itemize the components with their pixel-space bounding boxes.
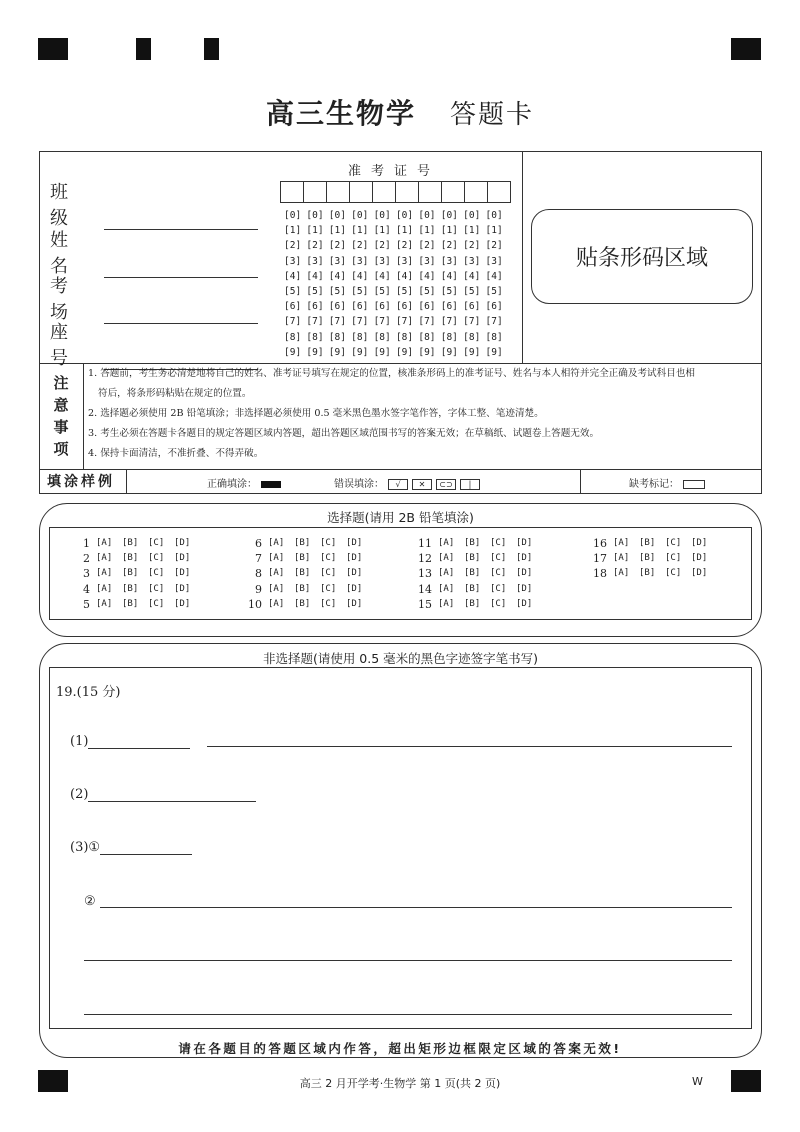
mc-question-number: 13 xyxy=(418,567,432,581)
check-mark-icon: √ xyxy=(388,479,408,490)
mc-option-bubble[interactable]: [B] xyxy=(639,538,656,548)
mc-option-bubble[interactable]: [C] xyxy=(320,598,337,609)
mc-option-bubble[interactable]: [C] xyxy=(490,598,507,609)
mc-question-row xyxy=(72,582,200,597)
warning-text: 请在各题目的答题区域内作答，超出矩形边框限定区域的答案无效! xyxy=(178,1041,622,1056)
digit-bubble[interactable]: [6] xyxy=(284,301,302,313)
mc-option-bubble[interactable]: [B] xyxy=(294,553,311,564)
digit-bubble[interactable]: [4] xyxy=(463,270,481,282)
exam-room-field[interactable]: 考 场 xyxy=(50,272,258,324)
mc-option-bubble[interactable]: [A] xyxy=(438,568,455,579)
mc-question-number: 1 xyxy=(83,537,90,550)
mc-question-number: 18 xyxy=(593,567,607,581)
digit-bubble[interactable]: [6] xyxy=(418,301,436,313)
absent-box[interactable] xyxy=(683,480,705,489)
answer-line[interactable] xyxy=(84,1014,732,1015)
id-box[interactable] xyxy=(303,181,327,203)
mc-question-row xyxy=(414,582,542,597)
digit-bubble[interactable]: [9] xyxy=(463,346,481,358)
mc-question-row xyxy=(414,566,542,581)
digit-row xyxy=(284,284,508,299)
digit-bubble[interactable]: [9] xyxy=(395,346,414,358)
digit-bubble[interactable]: [8] xyxy=(485,331,503,343)
digit-bubble[interactable]: [6] xyxy=(440,301,458,313)
digit-bubble[interactable]: [6] xyxy=(485,301,503,313)
digit-bubble[interactable]: [3] xyxy=(485,255,503,267)
digit-bubble[interactable]: [7] xyxy=(463,316,481,328)
alignment-mark xyxy=(38,38,68,60)
mc-option-bubble[interactable]: [A] xyxy=(438,553,455,564)
digit-bubble[interactable]: [4] xyxy=(418,270,436,282)
digit-bubble[interactable]: [1] xyxy=(440,225,458,237)
mc-option-bubble[interactable]: [C] xyxy=(320,568,337,579)
mc-option-bubble[interactable]: [C] xyxy=(320,553,337,564)
nonmc-title: 非选择题(请使用 0.5 毫米的黑色字迹签字笔书写) xyxy=(262,651,539,666)
digit-bubble[interactable]: [2] xyxy=(463,240,481,252)
digit-bubble[interactable]: [0] xyxy=(284,210,302,221)
digit-bubble[interactable]: [5] xyxy=(328,286,346,298)
page-title xyxy=(0,92,800,132)
mc-question-row xyxy=(414,597,542,612)
mc-question-number: 9 xyxy=(255,582,262,596)
mc-option-bubble[interactable]: [C] xyxy=(665,538,682,548)
exam-id-bubble-grid[interactable] xyxy=(284,208,508,360)
mc-option-bubble[interactable]: [C] xyxy=(148,583,165,594)
page-footer: 高三 2 月开学考·生物学 第 1 页(共 2 页) xyxy=(299,1077,501,1090)
mc-option-bubble[interactable]: [D] xyxy=(346,553,363,564)
digit-bubble[interactable]: [6] xyxy=(306,301,324,313)
mc-question-row xyxy=(589,551,717,566)
mc-option-bubble[interactable]: [D] xyxy=(174,583,191,594)
digit-bubble[interactable]: [9] xyxy=(284,346,302,358)
digit-bubble[interactable]: [6] xyxy=(373,301,391,313)
digit-bubble[interactable]: [7] xyxy=(306,316,324,328)
mc-option-bubble[interactable]: [B] xyxy=(639,568,656,579)
q19-part3[interactable]: (3)① xyxy=(70,840,192,855)
notes-list xyxy=(88,364,756,464)
mc-option-bubble[interactable]: [A] xyxy=(268,583,285,594)
digit-row xyxy=(284,238,508,253)
digit-bubble[interactable]: [2] xyxy=(284,240,302,252)
digit-bubble[interactable]: [7] xyxy=(328,316,346,328)
mc-option-bubble[interactable]: [B] xyxy=(294,568,311,579)
mc-option-bubble[interactable]: [C] xyxy=(148,598,165,609)
mc-option-bubble[interactable]: [A] xyxy=(96,553,113,564)
q19-part2[interactable]: (2) xyxy=(70,787,256,802)
digit-bubble[interactable]: [9] xyxy=(306,346,324,358)
mc-option-bubble[interactable]: [B] xyxy=(122,538,139,548)
mc-option-bubble[interactable]: [B] xyxy=(464,568,481,579)
digit-bubble[interactable]: [4] xyxy=(351,270,369,282)
digit-bubble[interactable]: [1] xyxy=(373,225,391,237)
class-field[interactable]: 班 级 xyxy=(50,178,258,230)
digit-bubble[interactable]: [8] xyxy=(418,331,436,343)
mc-option-bubble[interactable]: [C] xyxy=(148,568,165,579)
mc-option-bubble[interactable]: [C] xyxy=(490,538,507,548)
mc-question-number: 3 xyxy=(83,567,90,581)
mc-option-bubble[interactable]: [D] xyxy=(516,583,533,594)
digit-bubble[interactable]: [5] xyxy=(395,286,414,298)
mc-option-bubble[interactable]: [A] xyxy=(438,598,455,609)
name-field[interactable]: 姓 名 xyxy=(50,226,258,278)
note-item: 2. 选择题必须使用 2B 铅笔填涂；非选择题必须使用 0.5 毫米黑色墨水签字笔作答，字体工整、笔迹清楚。 xyxy=(88,408,544,419)
seat-field[interactable]: 座 号 xyxy=(50,318,258,370)
digit-bubble[interactable]: [4] xyxy=(306,270,324,282)
digit-bubble[interactable]: [3] xyxy=(328,255,346,267)
digit-bubble[interactable]: [2] xyxy=(328,240,346,252)
mc-question-row xyxy=(414,536,542,551)
exam-id-boxes[interactable] xyxy=(280,181,510,203)
mc-option-bubble[interactable]: [B] xyxy=(122,553,139,564)
q19-part1[interactable]: (1) xyxy=(70,734,190,749)
digit-bubble[interactable]: [3] xyxy=(463,255,481,267)
digit-bubble[interactable]: [1] xyxy=(284,225,302,237)
digit-row xyxy=(284,299,508,314)
mc-question-number: 14 xyxy=(418,582,432,596)
line-mark-icon: | xyxy=(460,479,480,490)
digit-bubble[interactable]: [9] xyxy=(440,346,458,358)
absent-mark[interactable]: 缺考标记： xyxy=(629,475,705,490)
filled-mark-icon xyxy=(261,481,281,488)
id-box[interactable] xyxy=(372,181,396,203)
digit-bubble[interactable]: [9] xyxy=(373,346,391,358)
id-box[interactable] xyxy=(280,181,304,203)
mc-option-bubble[interactable]: [A] xyxy=(268,598,285,609)
digit-bubble[interactable]: [4] xyxy=(328,270,346,282)
digit-bubble[interactable]: [5] xyxy=(463,286,481,298)
digit-bubble[interactable]: [8] xyxy=(373,331,391,343)
mc-option-bubble[interactable]: [C] xyxy=(148,538,165,548)
mc-option-bubble[interactable]: [C] xyxy=(665,553,682,564)
digit-bubble[interactable]: [2] xyxy=(485,240,503,252)
mc-option-bubble[interactable]: [D] xyxy=(174,538,191,548)
mc-option-bubble[interactable]: [C] xyxy=(490,553,507,564)
digit-bubble[interactable]: [4] xyxy=(373,270,391,282)
mc-option-bubble[interactable]: [D] xyxy=(174,553,191,564)
question-19-label: 19.(15 分) xyxy=(56,685,121,700)
fill-example-row xyxy=(39,469,762,494)
mc-option-bubble[interactable]: [A] xyxy=(613,553,630,564)
digit-bubble[interactable]: [3] xyxy=(418,255,436,267)
digit-bubble[interactable]: [0] xyxy=(351,210,369,221)
id-box[interactable] xyxy=(418,181,442,203)
digit-bubble[interactable]: [1] xyxy=(485,225,503,237)
mc-option-bubble[interactable]: [D] xyxy=(691,538,708,548)
mc-question-row xyxy=(244,551,372,566)
digit-bubble[interactable]: [1] xyxy=(463,225,481,237)
mc-option-bubble[interactable]: [D] xyxy=(516,568,533,579)
digit-bubble[interactable]: [8] xyxy=(463,331,481,343)
digit-bubble[interactable]: [8] xyxy=(328,331,346,343)
digit-row xyxy=(284,208,508,223)
mc-question-number: 2 xyxy=(83,552,90,566)
mc-question-number: 16 xyxy=(593,537,607,550)
digit-bubble[interactable]: [0] xyxy=(463,210,481,221)
digit-bubble[interactable]: [3] xyxy=(440,255,458,267)
mc-question-number: 15 xyxy=(418,597,432,611)
cross-mark-icon: ✕ xyxy=(412,479,432,490)
q19-part3-2: ② xyxy=(84,894,96,909)
mc-option-bubble[interactable]: [A] xyxy=(268,538,285,548)
digit-bubble[interactable]: [5] xyxy=(373,286,391,298)
digit-row xyxy=(284,345,508,360)
alignment-mark xyxy=(731,38,761,60)
answer-line[interactable] xyxy=(100,907,732,908)
mc-question-row xyxy=(72,536,200,551)
mc-option-bubble[interactable]: [A] xyxy=(438,538,455,548)
mc-option-bubble[interactable]: [A] xyxy=(96,568,113,579)
mc-option-bubble[interactable]: [B] xyxy=(122,568,139,579)
digit-bubble[interactable]: [3] xyxy=(373,255,391,267)
mc-option-bubble[interactable]: [D] xyxy=(691,568,708,579)
mc-column xyxy=(244,536,372,612)
mc-option-bubble[interactable]: [A] xyxy=(613,568,630,579)
digit-bubble[interactable]: [8] xyxy=(306,331,324,343)
mc-question-row xyxy=(589,566,717,581)
digit-bubble[interactable]: [9] xyxy=(351,346,369,358)
mc-option-bubble[interactable]: [A] xyxy=(96,598,113,609)
id-box[interactable] xyxy=(464,181,488,203)
mc-question-number: 10 xyxy=(248,597,262,611)
notes-title: 注 意 事 项 xyxy=(53,374,69,458)
mc-option-bubble[interactable]: [C] xyxy=(320,583,337,594)
digit-bubble[interactable]: [6] xyxy=(395,301,414,313)
mc-option-bubble[interactable]: [D] xyxy=(346,538,363,548)
mc-question-number: 4 xyxy=(83,582,90,596)
digit-bubble[interactable]: [7] xyxy=(418,316,436,328)
divider xyxy=(522,151,523,364)
mc-option-bubble[interactable]: [A] xyxy=(268,553,285,564)
digit-bubble[interactable]: [0] xyxy=(418,210,436,221)
alignment-mark xyxy=(204,38,219,60)
digit-bubble[interactable]: [4] xyxy=(395,270,414,282)
digit-bubble[interactable]: [0] xyxy=(373,210,391,221)
digit-bubble[interactable]: [7] xyxy=(351,316,369,328)
mc-option-bubble[interactable]: [D] xyxy=(174,598,191,609)
id-box[interactable] xyxy=(349,181,373,203)
mc-question-row xyxy=(72,597,200,612)
digit-bubble[interactable]: [1] xyxy=(351,225,369,237)
mc-option-bubble[interactable]: [A] xyxy=(613,538,630,548)
mc-option-bubble[interactable]: [B] xyxy=(464,583,481,594)
mc-column xyxy=(414,536,542,612)
digit-bubble[interactable]: [0] xyxy=(328,210,346,221)
correct-fill: 正确填涂： xyxy=(207,475,281,490)
digit-bubble[interactable]: [8] xyxy=(351,331,369,343)
id-box[interactable] xyxy=(441,181,465,203)
digit-bubble[interactable]: [1] xyxy=(306,225,324,237)
digit-bubble[interactable]: [6] xyxy=(351,301,369,313)
mc-question-row xyxy=(244,597,372,612)
digit-bubble[interactable]: [7] xyxy=(284,316,302,328)
mc-question-number: 8 xyxy=(255,567,262,581)
mc-option-bubble[interactable]: [D] xyxy=(516,538,533,548)
mc-option-bubble[interactable]: [C] xyxy=(665,568,682,579)
digit-bubble[interactable]: [2] xyxy=(351,240,369,252)
mc-option-bubble[interactable]: [D] xyxy=(346,583,363,594)
mc-question-number: 6 xyxy=(255,537,262,550)
digit-bubble[interactable]: [6] xyxy=(463,301,481,313)
digit-bubble[interactable]: [2] xyxy=(440,240,458,252)
mc-title: 选择题(请用 2B 铅笔填涂) xyxy=(327,510,474,525)
digit-bubble[interactable]: [0] xyxy=(306,210,324,221)
mc-option-bubble[interactable]: [D] xyxy=(346,568,363,579)
footer-mark: W xyxy=(692,1075,703,1088)
mc-option-bubble[interactable]: [D] xyxy=(516,598,533,609)
mc-option-bubble[interactable]: [D] xyxy=(516,553,533,564)
note-item: 4. 保持卡面清洁，不准折叠、不得弄破。 xyxy=(88,448,264,459)
alignment-mark xyxy=(136,38,151,60)
mc-option-bubble[interactable]: [B] xyxy=(639,553,656,564)
mc-column xyxy=(589,536,717,582)
id-box[interactable] xyxy=(487,181,511,203)
fill-example-title: 填涂样例 xyxy=(47,474,115,490)
mc-option-bubble[interactable]: [A] xyxy=(268,568,285,579)
mc-question-row xyxy=(414,551,542,566)
title-sub: 答题卡 xyxy=(450,100,535,130)
answer-line[interactable] xyxy=(207,746,732,747)
digit-bubble[interactable]: [9] xyxy=(418,346,436,358)
mc-question-row xyxy=(244,536,372,551)
digit-bubble[interactable]: [2] xyxy=(306,240,324,252)
digit-row xyxy=(284,254,508,269)
mc-option-bubble[interactable]: [D] xyxy=(691,553,708,564)
digit-bubble[interactable]: [1] xyxy=(418,225,436,237)
mc-option-bubble[interactable]: [A] xyxy=(96,583,113,594)
mc-question-row xyxy=(72,551,200,566)
digit-bubble[interactable]: [9] xyxy=(328,346,346,358)
mc-option-bubble[interactable]: [C] xyxy=(320,538,337,548)
title-main: 高三生物学 xyxy=(265,97,416,130)
mc-option-bubble[interactable]: [C] xyxy=(148,553,165,564)
digit-bubble[interactable]: [7] xyxy=(395,316,414,328)
digit-row xyxy=(284,269,508,284)
digit-row xyxy=(284,314,508,329)
note-item: 符后，将条形码粘贴在规定的位置。 xyxy=(98,388,252,399)
digit-bubble[interactable]: [5] xyxy=(284,286,302,298)
id-box[interactable] xyxy=(395,181,419,203)
circle-mark-icon: ⊂⊃ xyxy=(436,479,456,490)
mc-option-bubble[interactable]: [B] xyxy=(294,583,311,594)
digit-bubble[interactable]: [3] xyxy=(284,255,302,267)
exam-id-title: 准考证号 xyxy=(347,164,440,179)
mc-option-bubble[interactable]: [B] xyxy=(464,553,481,564)
wrong-fill: 错误填涂： √ ✕ ⊂⊃ | xyxy=(334,475,480,490)
digit-bubble[interactable]: [5] xyxy=(351,286,369,298)
digit-bubble[interactable]: [2] xyxy=(418,240,436,252)
mc-question-row xyxy=(244,566,372,581)
digit-bubble[interactable]: [7] xyxy=(485,316,503,328)
divider xyxy=(83,364,84,469)
mc-question-row xyxy=(589,536,717,551)
digit-bubble[interactable]: [3] xyxy=(395,255,414,267)
mc-question-number: 17 xyxy=(593,552,607,566)
mc-column xyxy=(72,536,200,612)
mc-option-bubble[interactable]: [C] xyxy=(490,568,507,579)
mc-option-bubble[interactable]: [A] xyxy=(96,538,113,548)
mc-option-bubble[interactable]: [D] xyxy=(174,568,191,579)
digit-bubble[interactable]: [8] xyxy=(395,331,414,343)
mc-option-bubble[interactable]: [B] xyxy=(294,598,311,609)
note-item: 3. 考生必须在答题卡各题目的规定答题区域内答题，超出答题区域范围书写的答案无效；在草稿纸、试题卷上答题无效。 xyxy=(88,428,600,439)
id-box[interactable] xyxy=(326,181,350,203)
answer-line[interactable] xyxy=(84,960,732,961)
mc-question-row xyxy=(72,566,200,581)
mc-option-bubble[interactable]: [B] xyxy=(122,598,139,609)
digit-bubble[interactable]: [8] xyxy=(284,331,302,343)
mc-question-number: 5 xyxy=(83,597,90,611)
digit-row xyxy=(284,330,508,345)
digit-bubble[interactable]: [1] xyxy=(395,225,414,237)
digit-bubble[interactable]: [8] xyxy=(440,331,458,343)
mc-option-bubble[interactable]: [A] xyxy=(438,583,455,594)
note-item: 1. 答题前，考生务必清楚地将自己的姓名、准考证号填写在规定的位置，核准条形码上的准考证号、姓名与本人相符并完全正确及考试科目也相 xyxy=(88,368,696,379)
digit-bubble[interactable]: [3] xyxy=(351,255,369,267)
digit-bubble[interactable]: [7] xyxy=(373,316,391,328)
digit-bubble[interactable]: [4] xyxy=(284,270,302,282)
mc-option-bubble[interactable]: [D] xyxy=(346,598,363,609)
digit-bubble[interactable]: [2] xyxy=(373,240,391,252)
digit-bubble[interactable]: [3] xyxy=(306,255,324,267)
digit-bubble[interactable]: [7] xyxy=(440,316,458,328)
mc-option-bubble[interactable]: [C] xyxy=(490,583,507,594)
digit-bubble[interactable]: [0] xyxy=(440,210,458,221)
digit-bubble[interactable]: [2] xyxy=(395,240,414,252)
digit-bubble[interactable]: [9] xyxy=(485,346,503,358)
digit-bubble[interactable]: [5] xyxy=(306,286,324,298)
digit-bubble[interactable]: [0] xyxy=(395,210,414,221)
digit-bubble[interactable]: [0] xyxy=(485,210,503,221)
mc-option-bubble[interactable]: [B] xyxy=(464,598,481,609)
digit-bubble[interactable]: [4] xyxy=(440,270,458,282)
digit-bubble[interactable]: [5] xyxy=(485,286,503,298)
mc-question-row xyxy=(244,582,372,597)
digit-bubble[interactable]: [6] xyxy=(328,301,346,313)
digit-bubble[interactable]: [4] xyxy=(485,270,503,282)
mc-question-number: 7 xyxy=(255,552,262,566)
mc-question-number: 12 xyxy=(418,552,432,566)
mc-option-bubble[interactable]: [B] xyxy=(464,538,481,548)
digit-bubble[interactable]: [1] xyxy=(328,225,346,237)
mc-question-number: 11 xyxy=(418,537,432,550)
digit-bubble[interactable]: [5] xyxy=(418,286,436,298)
mc-option-bubble[interactable]: [B] xyxy=(122,583,139,594)
barcode-area: 贴条形码区域 xyxy=(531,209,753,304)
mc-option-bubble[interactable]: [B] xyxy=(294,538,311,548)
digit-bubble[interactable]: [5] xyxy=(440,286,458,298)
digit-row xyxy=(284,223,508,238)
